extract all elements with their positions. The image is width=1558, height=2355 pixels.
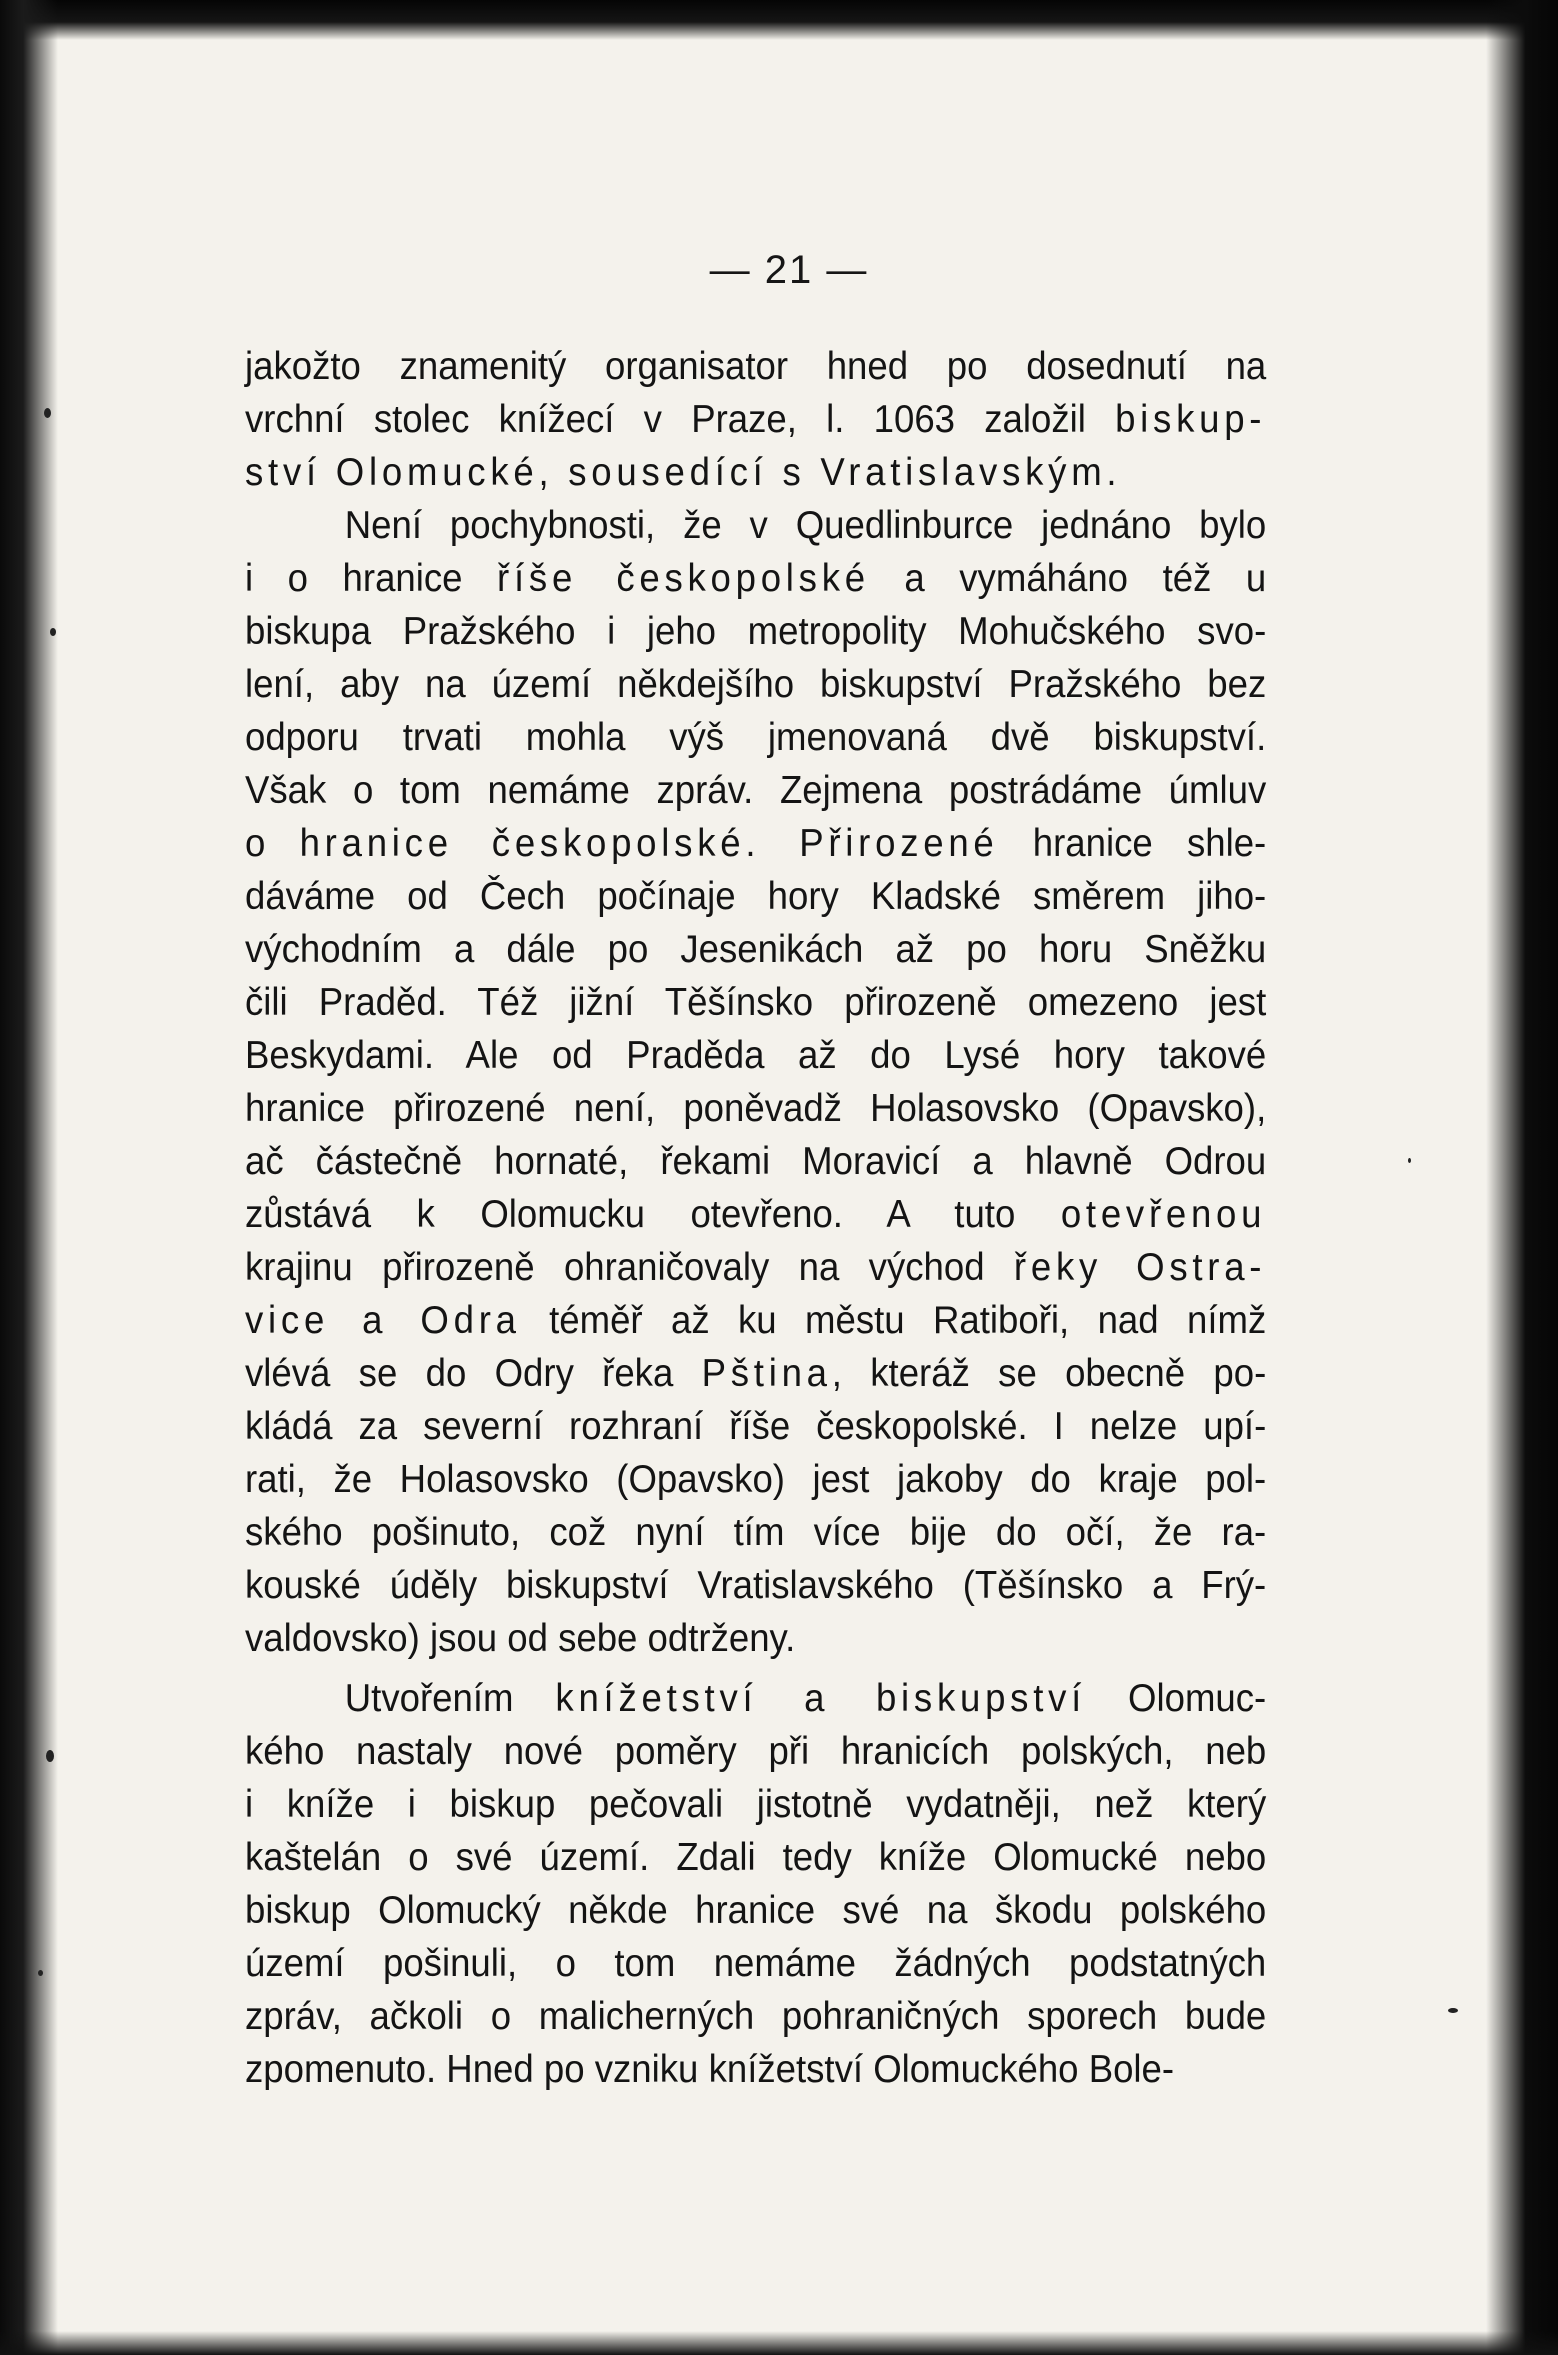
scan-edge-left: [0, 0, 58, 2355]
text-run: území pošinuli, o tom nemáme žádných podstatných: [245, 1942, 1267, 1985]
text-run: vlévá se do Odry řeka: [245, 1352, 702, 1395]
text-line: [245, 446, 1266, 499]
scan-edge-top: [0, 0, 1558, 40]
spaced-emphasis: biskup-: [1115, 398, 1267, 441]
text-line: [245, 1937, 1266, 1990]
text-run: , kteráž se obecně po-: [831, 1352, 1267, 1395]
paragraph: [245, 1672, 1266, 2096]
scan-speck: [46, 1750, 54, 1762]
spaced-emphasis: říše českopolské: [497, 557, 870, 600]
text-run: o: [245, 822, 300, 865]
text-line: [245, 1831, 1266, 1884]
text-run: čili Praděd. Též jižní Těšínsko přirozeně omezeno jest: [245, 981, 1267, 1024]
text-run: krajinu přirozeně ohraničovaly na východ: [245, 1246, 1014, 1289]
text-line: [245, 1990, 1266, 2043]
text-run: Utvořením: [344, 1677, 556, 1720]
text-line: [245, 658, 1266, 711]
paragraph-gap: [245, 1665, 1266, 1672]
text-run: kého nastaly nové poměry při hranicích polských, neb: [245, 1730, 1267, 1773]
text-run: a vymáháno též u: [869, 557, 1267, 600]
text-run: hranice přirozené není, poněvadž Holasovsko (Opavsko),: [245, 1087, 1267, 1130]
spaced-emphasis: vice a Odra: [245, 1299, 521, 1342]
text-run: Olomuc-: [1086, 1677, 1267, 1720]
text-run: kaštelán o své území. Zdali tedy kníže Olomucké nebo: [245, 1836, 1267, 1879]
text-line: [245, 1294, 1266, 1347]
text-run: hranice shle-: [998, 822, 1267, 865]
page-number: — 21 —: [709, 248, 869, 292]
scan-edge-right: [1486, 0, 1558, 2355]
text-run: valdovsko) jsou od sebe odtrženy.: [245, 1617, 796, 1660]
spaced-emphasis: ství Olomucké, sousedící s Vratislavským.: [245, 451, 1122, 494]
text-run: biskup Olomucký někde hranice své na škodu polského: [245, 1889, 1267, 1932]
scan-speck: [1448, 2008, 1458, 2013]
text-run: Není pochybnosti, že v Quedlinburce jednáno bylo: [344, 504, 1267, 547]
text-run: zpomenuto. Hned po vzniku knížetství Olomuckého Bole-: [245, 2048, 1175, 2091]
text-line: [245, 1135, 1266, 1188]
text-line: [245, 976, 1266, 1029]
text-run: východním a dále po Jesenikách až po horu Sněžku: [245, 928, 1267, 971]
text-line: [245, 2043, 1266, 2096]
text-run: kouské úděly biskupství Vratislavského (Těšínsko a Frý-: [245, 1564, 1267, 1607]
text-run: rati, že Holasovsko (Opavsko) jest jakoby do kraje pol-: [245, 1458, 1267, 1501]
text-run: biskupa Pražského i jeho metropolity Mohučského svo-: [245, 610, 1267, 653]
text-line: [245, 340, 1266, 393]
scan-speck: [38, 1970, 43, 1976]
text-run: lení, aby na území někdejšího biskupství Pražského bez: [245, 663, 1267, 706]
text-line: [245, 1400, 1266, 1453]
text-run: zůstává k Olomucku otevřeno. A tuto: [245, 1193, 1061, 1236]
text-line: [245, 605, 1266, 658]
text-run: Však o tom nemáme zpráv. Zejmena postrádáme úmluv: [245, 769, 1267, 812]
text-line: [245, 711, 1266, 764]
text-line: [245, 1672, 1266, 1725]
text-run: ského pošinuto, což nyní tím více bije do očí, že ra-: [245, 1511, 1267, 1554]
spaced-emphasis: otevřenou: [1060, 1193, 1267, 1236]
text-line: [245, 393, 1266, 446]
text-line: [245, 1453, 1266, 1506]
text-run: Beskydami. Ale od Praděda až do Lysé hory takové: [245, 1034, 1267, 1077]
text-line: [245, 1884, 1266, 1937]
text-line: [245, 870, 1266, 923]
spaced-emphasis: Pština: [701, 1352, 832, 1395]
text-line: [245, 817, 1266, 870]
text-line: [245, 1559, 1266, 1612]
text-run: i o hranice: [245, 557, 498, 600]
text-line: [245, 1029, 1266, 1082]
text-run: odporu trvati mohla výš jmenovaná dvě biskupství.: [245, 716, 1267, 759]
text-line: [245, 499, 1266, 552]
text-run: ač částečně hornaté, řekami Moravicí a hlavně Odrou: [245, 1140, 1267, 1183]
text-line: [245, 1082, 1266, 1135]
text-run: vrchní stolec knížecí v Praze, l. 1063 založil: [245, 398, 1116, 441]
paragraph: [245, 340, 1266, 499]
text-line: [245, 1612, 1266, 1665]
spaced-emphasis: hranice českopolské. Přirozené: [299, 822, 999, 865]
scan-speck: [1408, 1158, 1411, 1163]
text-run: téměř až ku městu Ratiboři, nad nímž: [520, 1299, 1267, 1342]
text-line: [245, 1188, 1266, 1241]
text-run: i kníže i biskup pečovali jistotně vydatněji, než který: [245, 1783, 1267, 1826]
text-line: [245, 923, 1266, 976]
text-run: jakožto znamenitý organisator hned po dosednutí na: [245, 345, 1267, 388]
spaced-emphasis: řeky Ostra-: [1013, 1246, 1267, 1289]
text-line: [245, 1725, 1266, 1778]
text-line: [245, 1778, 1266, 1831]
text-line: [245, 1347, 1266, 1400]
scan-edge-bottom: [0, 2331, 1558, 2355]
spaced-emphasis: knížetství a biskupství: [555, 1677, 1087, 1720]
scan-speck: [44, 408, 51, 418]
text-line: [245, 1506, 1266, 1559]
text-line: [245, 764, 1266, 817]
text-run: zpráv, ačkoli o malicherných pohraničných sporech bude: [245, 1995, 1267, 2038]
scan-speck: [50, 628, 56, 636]
text-run: kládá za severní rozhraní říše českopolské. I nelze upí-: [245, 1405, 1267, 1448]
text-line: [245, 552, 1266, 605]
paragraph: [245, 499, 1266, 1665]
text-line: [245, 1241, 1266, 1294]
body-text: [245, 340, 1266, 2096]
text-run: dáváme od Čech počínaje hory Kladské směrem jiho-: [245, 875, 1267, 918]
